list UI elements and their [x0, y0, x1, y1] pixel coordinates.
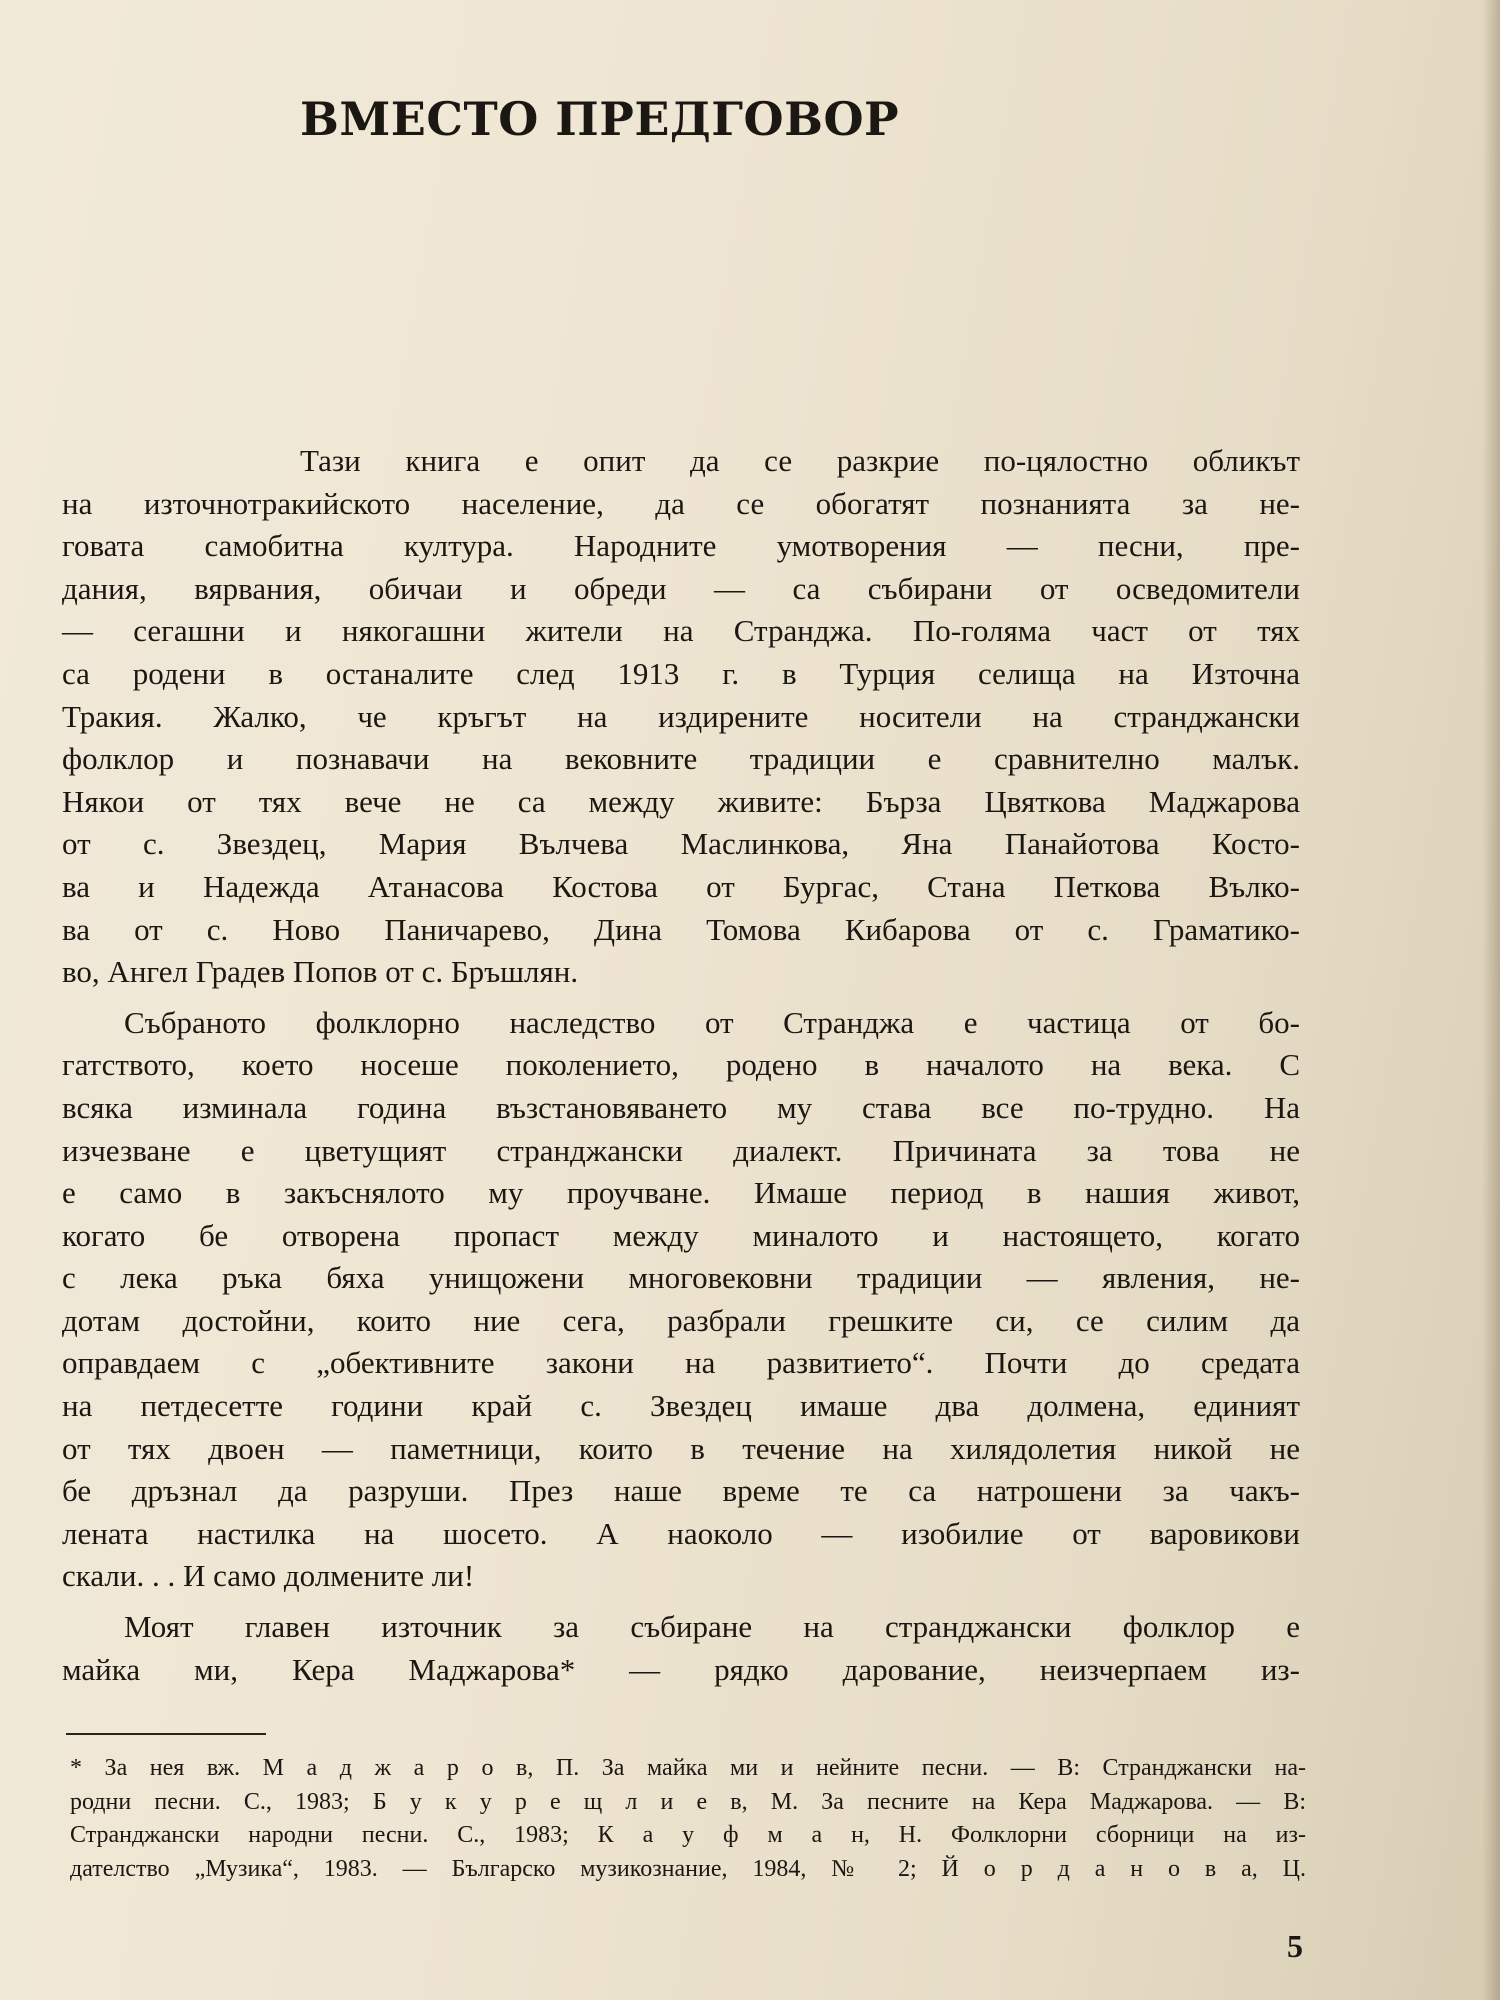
paragraph-2-line-1: Събраното фолклорно наследство от Странджа е частица от бо-	[124, 1004, 1300, 1040]
footnote-line-3: Странджански народни песни. С., 1983; К а у ф м а н, Н. Фолклорни сборници на из-	[70, 1822, 1306, 1848]
paragraph-1-line-6: са родени в останалите след 1913 г. в Турция селища на Източна	[62, 655, 1300, 691]
paragraph-2-line-13: лената настилка на шосето. А наоколо — изобилие от варовикови	[62, 1515, 1300, 1551]
paragraph-2-line-3: всяка изминала година възстановяването му става все по-трудно. На	[62, 1089, 1300, 1125]
paragraph-1-line-3: говата самобитна култура. Народните умотворения — песни, пре-	[62, 528, 1300, 564]
paragraph-2-line-9: оправдаем с „обективните закони на развитието“. Почти до средата	[62, 1345, 1300, 1381]
footnote-divider	[66, 1733, 266, 1735]
paragraph-2-line-14: скали. . . И само долмените ли!	[62, 1558, 475, 1594]
paragraph-1-line-9: Някои от тях вече не са между живите: Бърза Цвяткова Маджарова	[62, 783, 1300, 819]
footnote-line-2: родни песни. С., 1983; Б у к у р е щ л и е в, М. За песните на Кера Маджарова. — В:	[70, 1788, 1306, 1815]
paragraph-1-line-8: фолклор и познавачи на вековните традиции е сравнително малък.	[62, 741, 1300, 777]
paragraph-3-line-1: Моят главен източник за събиране на странджански фолклор е	[124, 1609, 1300, 1645]
paragraph-1-line-11: ва и Надежда Атанасова Костова от Бургас, Стана Петкова Вълко-	[62, 868, 1300, 904]
paragraph-2-line-12: бе дръзнал да разруши. През наше време те са натрошени за чакъ-	[62, 1473, 1300, 1509]
paragraph-1-line-2: на източнотракийското население, да се обогатят познанията за не-	[62, 485, 1300, 521]
chapter-title: ВМЕСТО ПРЕДГОВОР	[300, 92, 900, 146]
paragraph-2-line-7: с лека ръка бяха унищожени многовековни традиции — явления, не-	[62, 1260, 1300, 1296]
paragraph-2-line-4: изчезване е цветущият странджански диалект. Причината за това не	[62, 1132, 1300, 1168]
paragraph-2-line-2: гатството, което носеше поколението, родено в началото на века. С	[62, 1047, 1300, 1083]
body-text	[62, 440, 1300, 1691]
footnote-line-1: * За нея вж. М а д ж а р о в, П. За майка ми и нейните песни. — В: Странджански на-	[70, 1755, 1306, 1781]
paragraph-1-line-1: Тази книга е опит да се разкрие по-цялостно обликът	[300, 443, 1300, 478]
footnote	[70, 1752, 1306, 1886]
paragraph-1-line-13: во, Ангел Градев Попов от с. Бръшлян.	[62, 954, 579, 990]
paragraph-2-line-8: дотам достойни, които ние сега, разбрали грешките си, се силим да	[62, 1302, 1300, 1338]
paragraph-1-line-12: ва от с. Ново Паничарево, Дина Томова Кибарова от с. Граматико-	[62, 911, 1300, 947]
paragraph-1-line-4: дания, вярвания, обичаи и обреди — са събирани от осведомители	[62, 570, 1300, 606]
paragraph-1-line-7: Тракия. Жалко, че кръгът на издирените носители на странджански	[62, 698, 1300, 734]
page-number: 5	[1287, 1928, 1303, 1964]
paragraph-3-line-2: майка ми, Кера Маджарова* — рядко дарование, неизчерпаем из-	[62, 1651, 1300, 1687]
paragraph-2-line-6: когато бе отворена пропаст между миналото и настоящето, когато	[62, 1217, 1300, 1253]
paragraph-1-line-10: от с. Звездец, Мария Вълчева Маслинкова, Яна Панайотова Косто-	[62, 826, 1300, 862]
paragraph-2-line-5: е само в закъснялото му проучване. Имаше период в нашия живот,	[62, 1175, 1300, 1211]
paragraph-2-line-11: от тях двоен — паметници, които в течение на хилядолетия никой не	[62, 1430, 1300, 1466]
paragraph-1-line-5: — сегашни и някогашни жители на Странджа. По-голяма част от тях	[62, 613, 1300, 649]
paragraph-2-line-10: на петдесетте години край с. Звездец имаше два долмена, единият	[62, 1388, 1300, 1424]
footnote-line-4: дателство „Музика“, 1983. — Българско музикознание, 1984, № 2; Й о р д а н о в а, Ц.	[70, 1855, 1306, 1882]
